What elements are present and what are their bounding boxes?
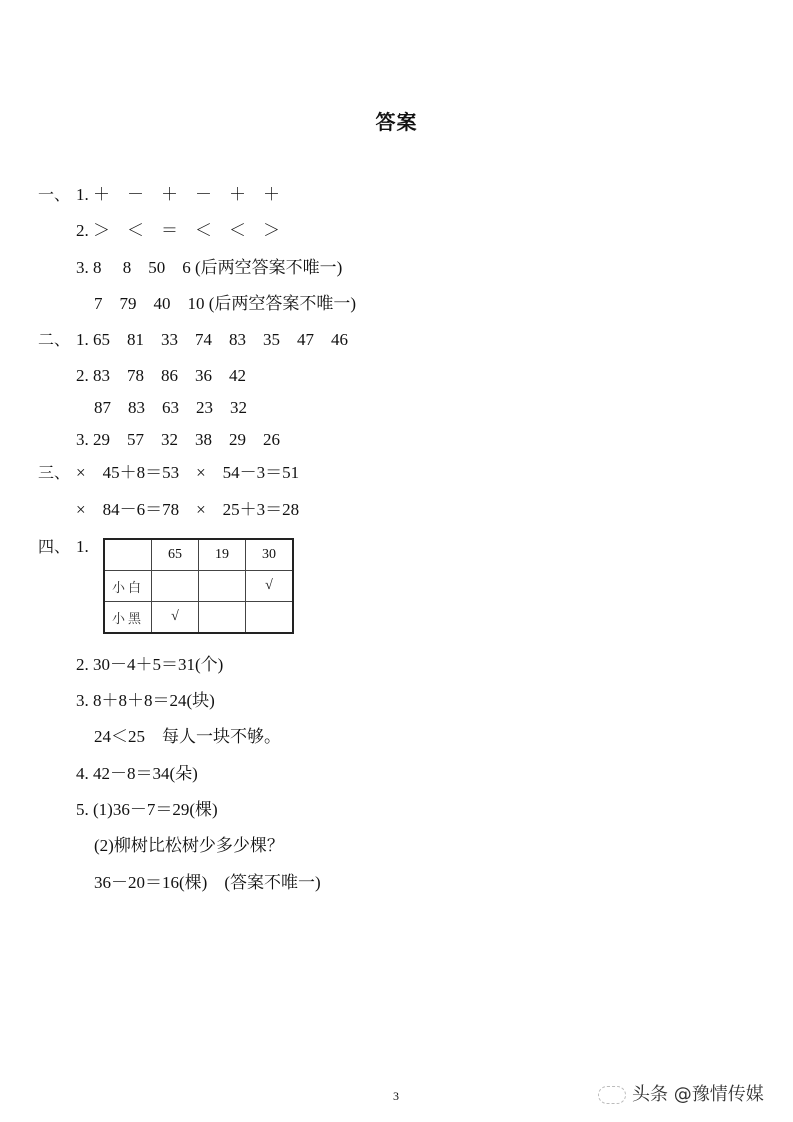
s4-q5c: 36－20＝16(棵) (答案不唯一) (94, 873, 321, 892)
s2-q1: 1. 65 81 33 74 83 35 47 46 (76, 330, 348, 349)
s4-q4: 4. 42－8＝34(朵) (76, 764, 198, 783)
page-title: 答案 (375, 110, 418, 134)
table-header-cell: 30 (246, 539, 294, 571)
watermark-text: 头条 @豫情传媒 (632, 1084, 764, 1105)
table-header-cell: 65 (152, 539, 199, 571)
answer-table (103, 538, 294, 634)
table-row-label: 小白 (104, 571, 152, 602)
s3-row1: × 45＋8＝53 × 54－3＝51 (76, 463, 300, 482)
table-cell (246, 602, 294, 634)
s1-q3a: 3. 8 8 50 6 (后两空答案不唯一) (76, 258, 343, 277)
table-row (104, 571, 293, 602)
s1-q3b: 7 79 40 10 (后两空答案不唯一) (94, 294, 357, 313)
s1-q1: 1. ＋ － ＋ － ＋ ＋ (76, 185, 280, 204)
s4-q1-label: 1. (76, 537, 89, 556)
s4-q5b: (2)柳树比松树少多少棵？ (94, 836, 284, 855)
s2-q3: 3. 29 57 32 38 29 26 (76, 430, 280, 449)
s2-q2b: 87 83 63 23 32 (94, 398, 247, 417)
table-cell (199, 602, 246, 634)
table-cell (152, 571, 199, 602)
s4-q2: 2. 30－4＋5＝31(个) (76, 655, 224, 674)
section-4-marker: 四、 (38, 537, 71, 556)
table-cell-check: √ (246, 571, 294, 602)
section-1-marker: 一、 (38, 185, 71, 204)
page-number: 3 (393, 1089, 399, 1103)
wechat-icon (598, 1086, 626, 1104)
table-header-cell: 19 (199, 539, 246, 571)
section-3-marker: 三、 (38, 463, 71, 482)
s2-q2a: 2. 83 78 86 36 42 (76, 366, 246, 385)
table-row-label: 小黑 (104, 602, 152, 634)
section-2-marker: 二、 (38, 330, 71, 349)
table-header-row (104, 539, 293, 571)
table-cell (199, 571, 246, 602)
table-corner-cell (104, 539, 152, 571)
s4-q5a: 5. (1)36－7＝29(棵) (76, 800, 218, 819)
watermark (598, 1080, 764, 1106)
table-cell-check: √ (152, 602, 199, 634)
s4-q3a: 3. 8＋8＋8＝24(块) (76, 691, 215, 710)
s4-q3b: 24＜25 每人一块不够。 (94, 727, 281, 746)
s1-q2: 2. ＞ ＜ ＝ ＜ ＜ ＞ (76, 221, 280, 240)
s3-row2: × 84－6＝78 × 25＋3＝28 (76, 500, 300, 519)
table-row (104, 602, 293, 634)
